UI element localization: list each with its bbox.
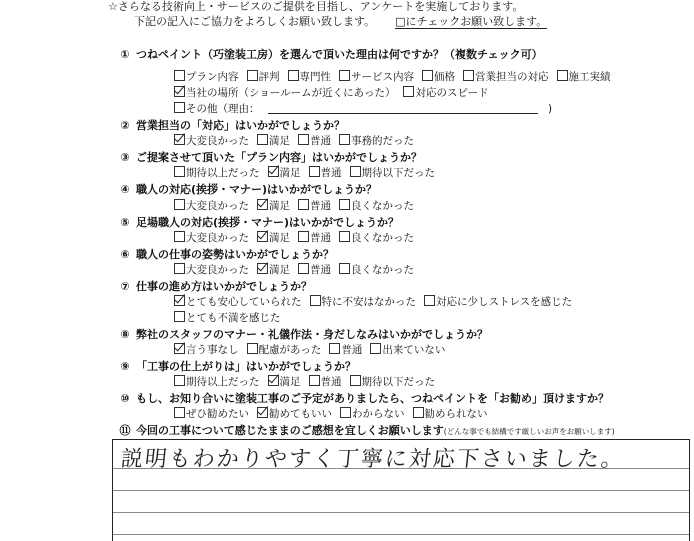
option[interactable] [339,70,414,84]
options-row [174,295,580,309]
checkbox[interactable] [339,134,350,145]
question-1 [114,48,543,62]
option-label: 勧めてもいい [269,408,332,420]
question-text: 職人の仕事の姿勢はいかがでしょうか？ [136,248,334,261]
option-label: わからない [352,408,405,420]
option[interactable] [340,407,405,421]
options-row [174,375,443,389]
option[interactable] [422,70,455,84]
question-text: 足場職人の対応(挨拶・マナー)はいかがでしょうか？ [136,216,400,229]
checkbox[interactable] [350,166,361,177]
question-4 [114,183,377,197]
option[interactable] [424,295,572,309]
option-label: プラン内容 [186,71,239,83]
checkbox[interactable] [174,166,185,177]
option[interactable] [257,134,290,148]
option-label: 普通 [341,344,363,356]
option[interactable] [174,407,249,421]
checkbox[interactable] [257,263,268,274]
option[interactable] [174,263,249,277]
question-number: ⑨ [120,360,130,373]
checkbox[interactable] [268,375,279,386]
intro-text: ☆さらなる技術向上・サービスのご提供を目指し、アンケートを実施しております。 [108,0,524,13]
option[interactable] [350,375,436,389]
options-row [174,343,453,357]
option[interactable] [309,166,342,180]
checkbox[interactable] [370,343,381,354]
option-label: 配慮があった [258,344,322,356]
question-9 [114,360,356,374]
question-text: 仕事の進め方はいかがでしょうか？ [136,280,312,293]
option[interactable] [350,166,436,180]
checkbox[interactable] [247,343,258,354]
question-11 [114,424,615,439]
option-label: 普通 [310,232,331,244]
option[interactable] [339,199,414,213]
option-label: 特に不安はなかった [321,296,416,308]
checkbox[interactable] [413,407,424,418]
option-label: 出来ていない [382,344,446,356]
option[interactable] [247,343,322,357]
question-number: ⑤ [120,216,130,229]
option-label: 大変良かった [186,264,249,276]
checkbox[interactable] [350,375,361,386]
option-label: 当社の場所（ショールームが近くにあった） [186,87,396,99]
option[interactable] [174,86,395,100]
intro-line [108,0,523,14]
checkbox[interactable] [174,263,185,274]
option-label: 普通 [310,264,331,276]
question-text: つねペイント（巧塗装工房）を選んで頂いた理由は何ですか？（複数チェック可） [136,48,543,61]
checkbox[interactable] [339,199,350,210]
ruled-line [113,512,689,513]
checkbox[interactable] [174,102,185,113]
option[interactable] [174,199,249,213]
option-label: 対応のスピード [415,87,489,99]
options-row [174,231,422,245]
question-number: ② [120,119,130,132]
checkbox[interactable] [174,311,185,322]
options-row [174,70,619,84]
option[interactable] [257,407,332,421]
option[interactable] [310,295,417,309]
option-label: とても不満を感じた [186,312,281,324]
checkbox[interactable] [174,199,185,210]
question-5 [114,216,399,230]
option-label: 大変良かった [186,135,249,147]
option-label: 期待以上だった [186,167,260,179]
question-number: ⑦ [120,280,130,293]
option[interactable] [174,102,260,116]
option-label: 良くなかった [351,232,414,244]
question-2 [114,119,345,133]
reason-input[interactable] [268,103,538,114]
question-text: 営業担当の「対応」はいかがでしょうか？ [136,119,345,132]
option[interactable] [174,70,239,84]
options-row [174,311,289,325]
option[interactable] [298,134,331,148]
checkbox[interactable] [339,231,350,242]
checkbox[interactable] [298,263,309,274]
question-number: ⑩ [120,392,130,405]
question-3 [114,151,422,165]
option[interactable] [174,231,249,245]
checkbox[interactable] [298,231,309,242]
options-row [174,407,496,421]
option-label: 評判 [258,71,280,83]
option-label: 言う事なし [186,344,239,356]
options-row [174,102,552,116]
option-label: 事務的だった [351,135,414,147]
question-7 [114,280,312,294]
option[interactable] [174,375,260,389]
option-label: 満足 [269,135,290,147]
options-row [174,86,497,100]
checkbox[interactable] [174,295,185,306]
intro-text: 下記の記入にご協力をよろしくお願い致します。 [134,15,376,28]
option-label: 普通 [310,135,331,147]
checkbox[interactable] [288,70,299,81]
option[interactable] [557,70,611,84]
option-label: 満足 [279,376,301,388]
option[interactable] [370,343,445,357]
option-label: サービス内容 [351,71,414,83]
ruled-line [113,534,689,535]
option-label: 満足 [269,232,290,244]
option-label: ぜひ勧めたい [186,408,249,420]
option[interactable] [268,375,301,389]
options-row [174,199,422,213]
question-number: ① [120,48,130,61]
close-paren: ) [537,103,553,115]
checkbox[interactable] [257,134,268,145]
checkbox[interactable] [257,231,268,242]
checkbox[interactable] [174,86,185,97]
option-label: 普通 [310,200,331,212]
option-label: 大変良かった [186,232,249,244]
checkbox[interactable] [424,295,435,306]
question-text: 「工事の仕上がりは」はいかがでしょうか？ [136,360,356,373]
option[interactable] [298,263,331,277]
option-label: 営業担当の対応 [475,71,549,83]
option-label: 大変良かった [186,200,249,212]
handwritten-answer: 説明もわかりやすく丁寧に対応下さいました。 [119,447,627,472]
options-row [174,166,443,180]
option-label: 期待以下だった [361,376,435,388]
option[interactable] [174,166,260,180]
option-label: 勧められない [424,408,488,420]
question-10 [114,392,609,406]
option[interactable] [339,231,414,245]
option[interactable] [309,375,342,389]
checkbox[interactable] [340,407,351,418]
options-row [174,134,422,148]
checkbox[interactable] [557,70,568,81]
option-label: 期待以下だった [361,167,435,179]
option[interactable] [413,407,488,421]
option-label: 期待以上だった [186,376,260,388]
checkbox[interactable] [339,70,350,81]
option[interactable] [339,134,414,148]
checkbox[interactable] [174,375,185,386]
check-instruction: □にチェックお願い致します。 [395,15,548,28]
option-label: その他（理由： [186,103,260,115]
option-label: 満足 [279,167,301,179]
question-number: ⑪ [119,424,131,437]
checkbox[interactable] [298,199,309,210]
checkbox[interactable] [403,86,414,97]
checkbox[interactable] [268,166,279,177]
comment-box[interactable] [112,439,690,541]
option[interactable] [298,231,331,245]
option-label: 満足 [269,264,290,276]
option[interactable] [268,166,301,180]
option-label: 良くなかった [351,264,414,276]
ruled-line [113,490,689,491]
option-label: 施工実績 [568,71,611,83]
checkbox[interactable] [298,134,309,145]
question-note: (どんな事でも結構です厳しいお声をお願いします) [443,427,615,436]
option-label: 満足 [269,200,290,212]
question-number: ⑧ [120,328,130,341]
option[interactable] [174,311,281,325]
question-text: 今回の工事について感じたままのご感想を宜しくお願いします [136,424,444,437]
question-text: 職人の対応(挨拶・マナー)はいかがでしょうか？ [136,183,378,196]
checkbox[interactable] [174,343,185,354]
option[interactable] [257,231,290,245]
option-label: 価格 [434,71,455,83]
checkbox[interactable] [174,407,185,418]
option[interactable] [403,86,488,100]
checkbox[interactable] [174,134,185,145]
option[interactable] [257,263,290,277]
option[interactable] [339,263,414,277]
option-label: 良くなかった [351,200,414,212]
checkbox[interactable] [309,375,320,386]
checkbox[interactable] [257,407,268,418]
checkbox[interactable] [422,70,433,81]
option[interactable] [247,70,280,84]
option[interactable] [298,199,331,213]
question-text: ご提案させて頂いた「プラン内容」はいかがでしょうか？ [136,151,422,164]
question-number: ③ [120,151,130,164]
option-label: 専門性 [299,71,331,83]
option[interactable] [329,343,362,357]
question-6 [114,248,334,262]
option[interactable] [174,343,239,357]
checkbox[interactable] [257,199,268,210]
question-number: ⑥ [120,248,130,261]
option-label: とても安心していられた [186,296,302,308]
option[interactable] [174,134,249,148]
checkbox[interactable] [247,70,258,81]
option[interactable] [174,295,302,309]
option[interactable] [257,199,290,213]
checkbox[interactable] [310,295,321,306]
question-8 [114,328,488,342]
option[interactable] [288,70,332,84]
checkbox[interactable] [339,263,350,274]
checkbox[interactable] [174,231,185,242]
option-label: 普通 [320,376,342,388]
checkbox[interactable] [309,166,320,177]
question-text: もし、お知り合いに塗装工事のご予定がありましたら、つねペイントを「お勧め」頂けますか？ [136,392,609,405]
question-text: 弊社のスタッフのマナー・礼儀作法・身だしなみはいかがでしょうか？ [136,328,488,341]
question-number: ④ [120,183,130,196]
option-label: 普通 [320,167,342,179]
checkbox[interactable] [463,70,474,81]
intro-line [134,15,547,29]
option-label: 対応に少しストレスを感じた [436,296,573,308]
options-row [174,263,422,277]
checkbox[interactable] [174,70,185,81]
checkbox[interactable] [329,343,340,354]
option[interactable] [463,70,549,84]
